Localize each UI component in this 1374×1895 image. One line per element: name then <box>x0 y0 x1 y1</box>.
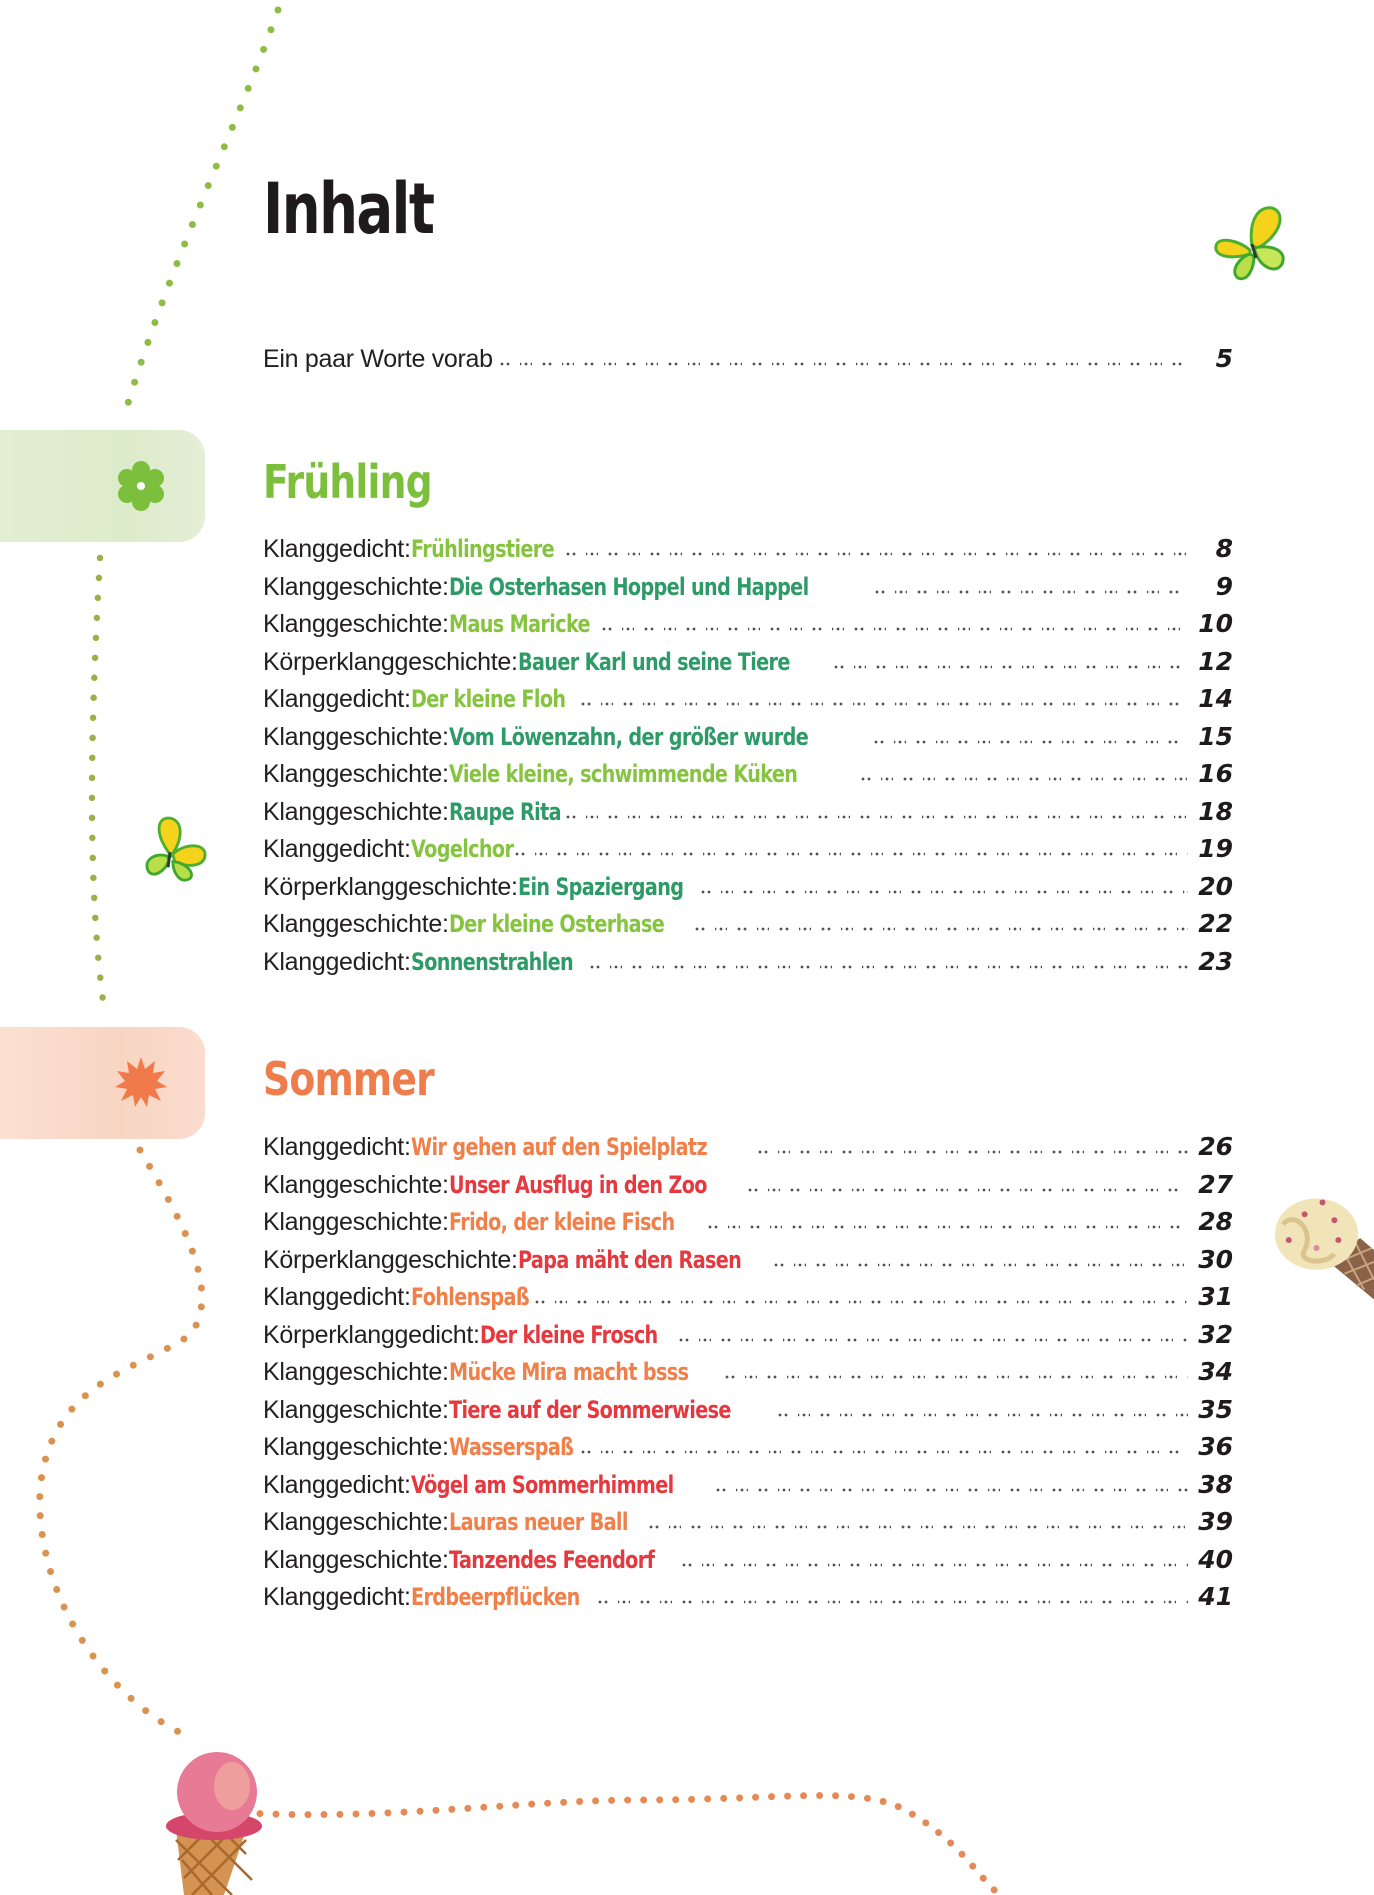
story-title: Vögel am Sommerhimmel <box>410 1470 674 1499</box>
page-number: 19 <box>1198 834 1233 863</box>
page-number: 38 <box>1198 1469 1233 1499</box>
page-number: 26 <box>1198 1132 1233 1161</box>
entry-type: Körperklanggedicht: <box>263 1320 480 1349</box>
dot-leader <box>757 1149 1189 1155</box>
story-title: Raupe Rita <box>448 797 561 826</box>
toc-entry[interactable] <box>263 680 1233 714</box>
story-title: Die Osterhasen Hoppel und Happel <box>448 572 809 601</box>
dot-leader <box>773 1262 1189 1268</box>
story-title: Lauras neuer Ball <box>448 1508 628 1536</box>
page-number: 23 <box>1198 946 1233 976</box>
toc-entry[interactable] <box>263 718 1233 752</box>
dot-leader <box>534 1299 1188 1305</box>
story-title: Wir gehen auf den Spielplatz <box>410 1133 707 1161</box>
dot-leader <box>777 1412 1188 1418</box>
dot-leader <box>874 589 1189 595</box>
page-number: 15 <box>1198 721 1233 751</box>
dot-leader <box>648 1524 1188 1530</box>
toc-entry[interactable] <box>263 1316 1233 1350</box>
page-number: 16 <box>1198 759 1233 788</box>
sun-icon <box>113 1055 169 1111</box>
story-title: Viele kleine, schwimmende Küken <box>448 760 797 788</box>
entry-type: Klanggeschichte: <box>263 1433 449 1461</box>
page-number: 27 <box>1198 1169 1233 1199</box>
entry-type: Klanggedicht: <box>263 947 411 976</box>
section-tab-spring <box>0 430 205 542</box>
entry-type: Klanggedicht: <box>263 835 411 863</box>
page-number: 36 <box>1198 1432 1233 1461</box>
story-title: Fohlenspaß <box>410 1283 529 1311</box>
entry-type: Körperklanggeschichte: <box>263 872 518 901</box>
page-number: 8 <box>1215 534 1233 563</box>
dot-leader <box>678 1337 1189 1343</box>
dot-leader <box>601 626 1188 632</box>
story-title: Maus Maricke <box>448 610 590 638</box>
page-number: 40 <box>1198 1544 1233 1574</box>
toc-entry[interactable] <box>263 830 1233 864</box>
entry-type: Klanggeschichte: <box>263 1358 449 1386</box>
dot-leader <box>873 739 1188 745</box>
entry-type: Klanggeschichte: <box>263 1395 449 1424</box>
ice-cream-cone-icon <box>162 1750 282 1895</box>
entry-type: Klanggedicht: <box>263 1133 411 1161</box>
toc-entry[interactable] <box>263 1203 1233 1237</box>
story-title: Sonnenstrahlen <box>410 947 573 976</box>
toc-entry[interactable] <box>263 868 1233 902</box>
story-title: Frido, der kleine Fisch <box>448 1208 675 1236</box>
page-number: 18 <box>1198 796 1233 826</box>
dot-leader <box>589 964 1188 970</box>
entry-type: Klanggeschichte: <box>263 1545 449 1574</box>
entry-type: Klanggedicht: <box>263 1283 411 1311</box>
dot-leader <box>580 701 1189 707</box>
entry-type: Klanggeschichte: <box>263 1508 449 1536</box>
toc-entry[interactable] <box>263 1578 1233 1612</box>
story-title: Vom Löwenzahn, der größer wurde <box>448 722 808 751</box>
entry-type: Klanggeschichte: <box>263 610 449 638</box>
entry-type: Klanggeschichte: <box>263 572 449 601</box>
entry-type: Klanggeschichte: <box>263 760 449 788</box>
toc-entry[interactable] <box>263 1128 1233 1162</box>
page-number: 41 <box>1198 1582 1233 1611</box>
page-number: 34 <box>1198 1357 1233 1386</box>
page-number: 28 <box>1198 1207 1233 1236</box>
toc-entry[interactable] <box>263 1428 1233 1462</box>
page-number: 9 <box>1215 571 1233 601</box>
story-title: Tiere auf der Sommerwiese <box>448 1395 731 1424</box>
entry-type: Klanggedicht: <box>263 1583 411 1611</box>
entry-type: Klanggedicht: <box>263 1470 411 1499</box>
page-number: 30 <box>1198 1244 1233 1274</box>
toc-entry[interactable] <box>263 755 1233 789</box>
story-title: Wasserspaß <box>448 1433 573 1461</box>
dot-leader <box>565 551 1189 557</box>
dot-leader <box>499 361 1189 367</box>
toc-entry-intro[interactable] <box>263 340 1233 374</box>
dot-leader <box>715 1487 1188 1493</box>
dot-leader <box>565 814 1189 820</box>
toc-entry[interactable] <box>263 1466 1233 1500</box>
page-number: 31 <box>1198 1282 1233 1311</box>
story-title: Unser Ausflug in den Zoo <box>448 1170 707 1199</box>
dot-leader <box>580 1449 1188 1455</box>
story-title: Ein Spaziergang <box>517 872 684 901</box>
story-title: Mücke Mira macht bsss <box>448 1358 688 1386</box>
toc-entry[interactable] <box>263 605 1233 639</box>
entry-type: Klanggedicht: <box>263 535 411 563</box>
toc-entry[interactable] <box>263 1278 1233 1312</box>
page-number: 14 <box>1198 684 1233 713</box>
toc-entry[interactable] <box>263 905 1233 939</box>
toc-entry[interactable] <box>263 1241 1233 1275</box>
entry-type: Klanggeschichte: <box>263 1208 449 1236</box>
dot-leader <box>694 926 1189 932</box>
flower-icon <box>113 458 169 514</box>
story-title: Papa mäht den Rasen <box>517 1245 741 1274</box>
page-number: 35 <box>1198 1394 1233 1424</box>
dot-leader <box>681 1562 1188 1568</box>
dot-leader <box>833 664 1188 670</box>
story-title: Frühlingstiere <box>410 535 554 563</box>
page-number: 5 <box>1215 344 1233 373</box>
dot-leader <box>860 776 1188 782</box>
section-heading-summer: Sommer <box>263 1052 434 1106</box>
toc-entry[interactable] <box>263 943 1233 977</box>
page-number: 12 <box>1198 646 1233 676</box>
toc-entry[interactable] <box>263 530 1233 564</box>
section-heading-spring: Frühling <box>263 455 432 509</box>
page-number: 22 <box>1198 909 1233 938</box>
toc-entry[interactable] <box>263 1166 1233 1200</box>
toc-entry[interactable] <box>263 1353 1233 1387</box>
entry-type: Klanggeschichte: <box>263 722 449 751</box>
toc-entry[interactable] <box>263 1503 1233 1537</box>
dot-leader <box>700 889 1188 895</box>
page-number: 39 <box>1198 1507 1233 1536</box>
butterfly-icon <box>125 805 215 890</box>
entry-label: Ein paar Worte vorab <box>263 345 493 373</box>
entry-type: Klanggedicht: <box>263 685 411 713</box>
page-title: Inhalt <box>263 168 434 250</box>
story-title: Tanzendes Feendorf <box>448 1545 654 1574</box>
dot-leader <box>724 1374 1188 1380</box>
entry-type: Klanggeschichte: <box>263 1170 449 1199</box>
story-title: Erdbeerpflücken <box>410 1583 580 1611</box>
section-tab-summer <box>0 1027 205 1139</box>
dot-leader <box>514 851 1188 857</box>
toc-entry[interactable] <box>263 1541 1233 1575</box>
dot-leader <box>747 1187 1188 1193</box>
toc-entry[interactable] <box>263 643 1233 677</box>
entry-type: Körperklanggeschichte: <box>263 647 518 676</box>
toc-entry[interactable] <box>263 793 1233 827</box>
entry-type: Klanggeschichte: <box>263 910 449 938</box>
butterfly-icon <box>1208 198 1298 288</box>
entry-type: Klanggeschichte: <box>263 797 449 826</box>
page-number: 32 <box>1198 1319 1233 1349</box>
story-title: Vogelchor <box>410 835 513 863</box>
entry-type: Körperklanggeschichte: <box>263 1245 518 1274</box>
story-title: Der kleine Floh <box>410 685 566 713</box>
story-title: Der kleine Osterhase <box>448 910 664 938</box>
dot-leader <box>597 1599 1188 1605</box>
page-number: 20 <box>1198 871 1233 901</box>
ice-cream-cone-icon <box>1265 1190 1374 1305</box>
story-title: Bauer Karl und seine Tiere <box>517 647 790 676</box>
page-number: 10 <box>1198 609 1233 638</box>
toc-entry[interactable] <box>263 1391 1233 1425</box>
story-title: Der kleine Frosch <box>479 1320 658 1349</box>
toc-entry[interactable] <box>263 568 1233 602</box>
dot-leader <box>707 1224 1189 1230</box>
